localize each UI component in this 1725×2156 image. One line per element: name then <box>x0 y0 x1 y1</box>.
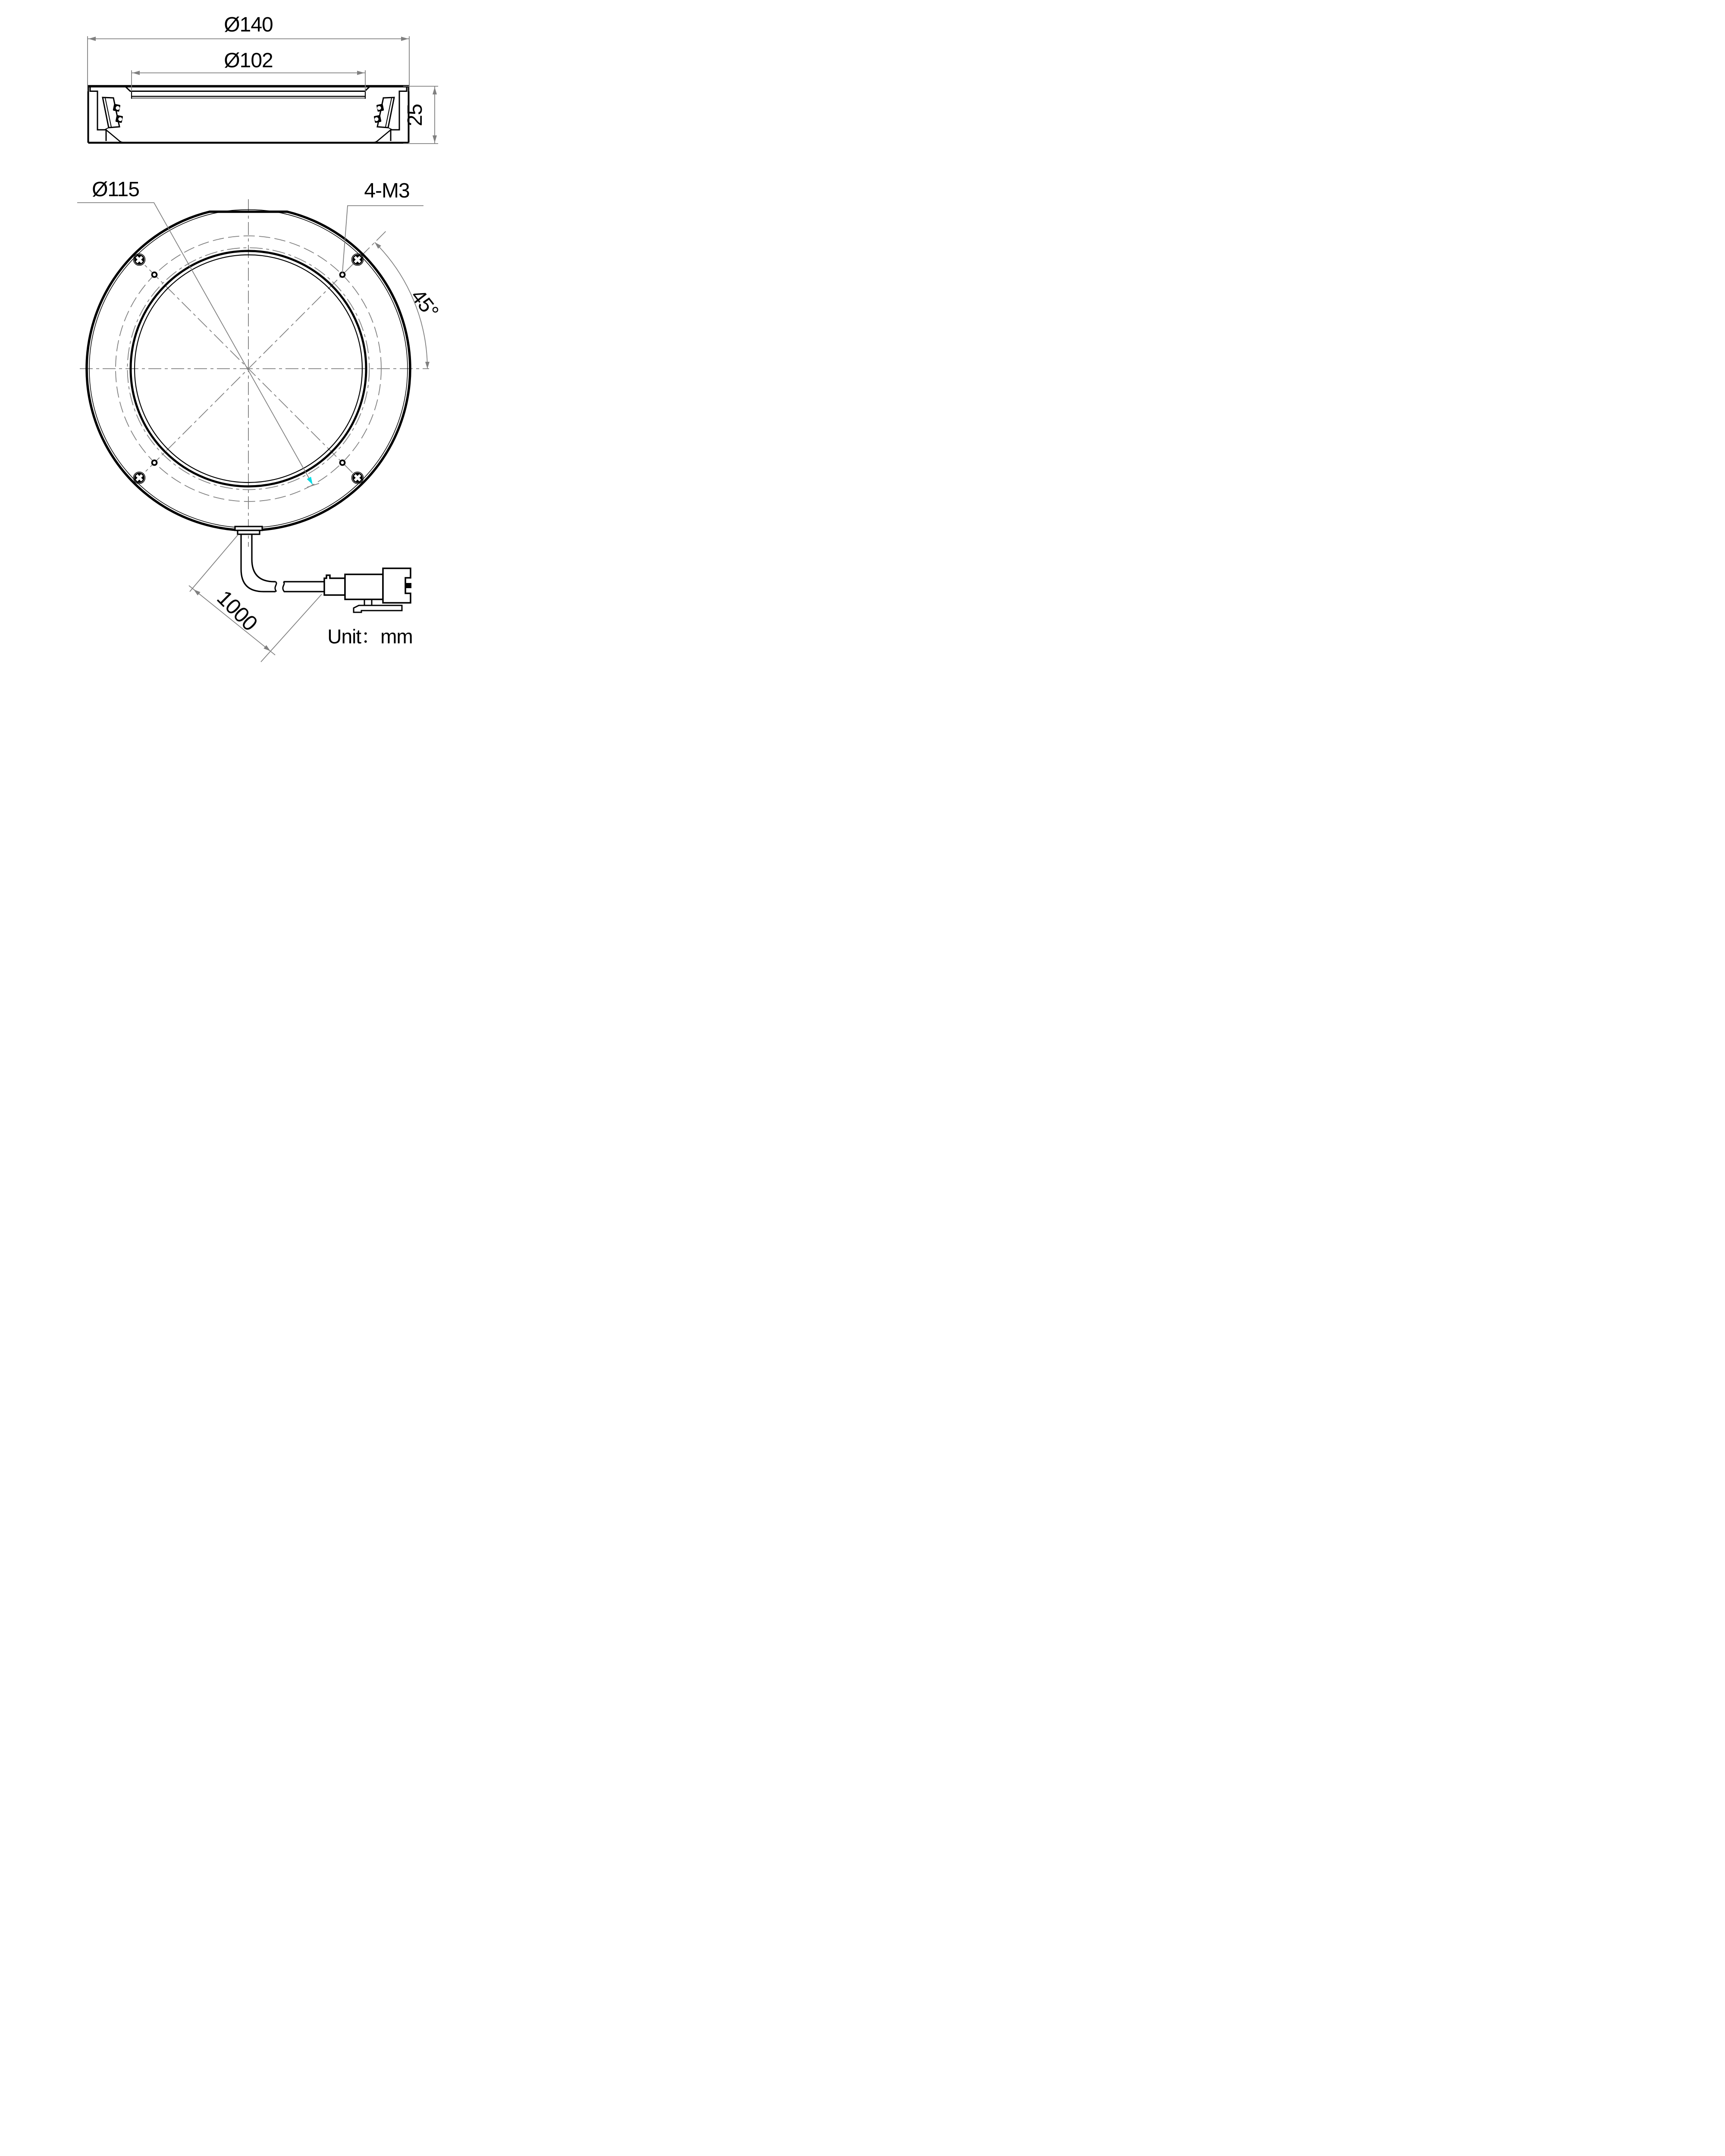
dim-text-height: 25 <box>404 104 427 126</box>
front-view <box>77 178 443 547</box>
arrowhead <box>263 645 270 651</box>
unit-note: Unit：mm <box>327 625 413 648</box>
latch-posts <box>364 599 372 605</box>
strain-relief <box>235 526 262 534</box>
phillips-screw <box>134 254 145 266</box>
cable-inner-edge <box>252 534 276 582</box>
arrowhead <box>132 71 140 75</box>
cavity-wall <box>90 87 106 141</box>
led-package <box>113 104 120 112</box>
arrowhead <box>401 37 408 41</box>
cable-to-connector <box>284 582 324 592</box>
diagonal-centerline-sw-ne <box>134 231 386 483</box>
extension-lines <box>132 70 365 91</box>
dimension-cable-length <box>189 535 322 662</box>
led-cavity-right <box>374 87 407 141</box>
m3-hole <box>152 273 157 277</box>
leader-tick <box>307 483 319 487</box>
m3-hole <box>340 461 345 465</box>
technical-drawing <box>0 0 535 668</box>
connector-ferrule <box>324 575 345 595</box>
arrowhead <box>433 87 437 94</box>
dim-text-angle: 45° <box>406 285 443 323</box>
side-view <box>88 86 409 143</box>
label-bolt-circle <box>77 178 319 487</box>
drawing-sheet <box>0 0 535 668</box>
led-cavity-left <box>90 87 123 141</box>
m3-hole <box>152 461 157 465</box>
dim-text-outer-diameter: Ø140 <box>224 13 273 36</box>
phillips-screw <box>352 472 364 484</box>
connector-body <box>345 574 383 599</box>
arrowhead <box>88 37 96 41</box>
extension-line <box>190 535 238 592</box>
leader-line <box>77 203 313 485</box>
reflector-cone <box>107 130 390 143</box>
dim-text-window-diameter: Ø102 <box>224 49 273 72</box>
cable-break-symbol <box>275 582 284 592</box>
arrowhead <box>433 135 437 143</box>
phillips-screw <box>352 254 364 266</box>
arrowhead <box>194 589 201 595</box>
dim-text-cable-length: 1000 <box>212 586 262 636</box>
led-package <box>115 115 123 123</box>
arrowhead <box>425 362 430 369</box>
leader-arrowhead-cyan <box>307 477 313 485</box>
label-text-mounting-holes: 4-M3 <box>364 179 410 202</box>
cable-assembly <box>241 534 411 612</box>
connector <box>324 568 411 612</box>
led-pcb <box>103 97 119 128</box>
m3-hole <box>340 273 345 277</box>
cable-outer-edge <box>241 534 276 592</box>
latch-plate <box>354 605 402 612</box>
phillips-screw <box>134 472 145 484</box>
label-text-bolt-circle: Ø115 <box>92 178 139 201</box>
arrowhead <box>357 71 364 75</box>
extension-line <box>261 594 322 662</box>
connector-latch-nub <box>405 583 411 588</box>
